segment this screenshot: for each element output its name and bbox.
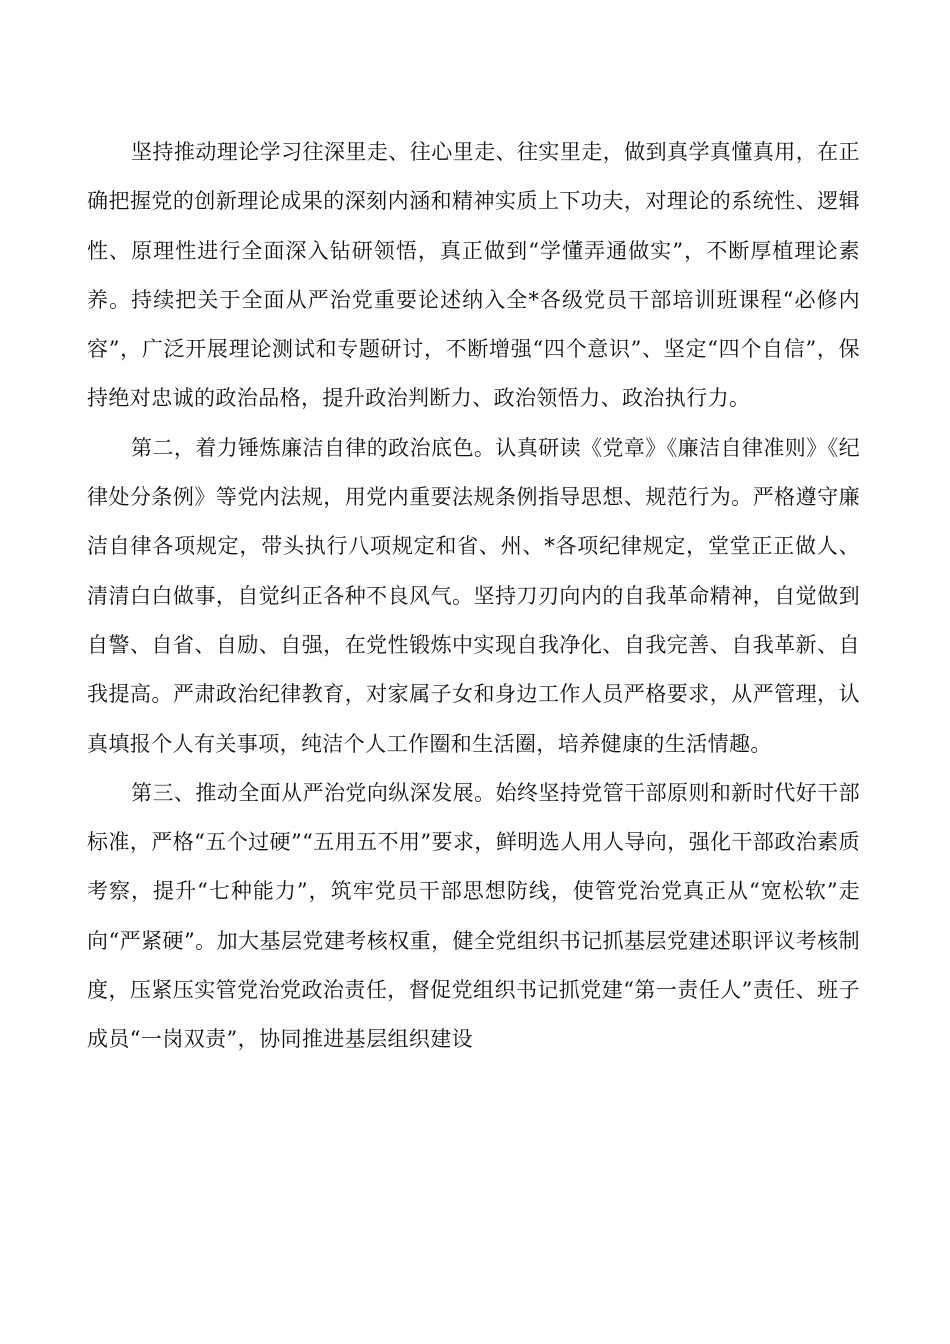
paragraph-theory-study: 坚持推动理论学习往深里走、往心里走、往实里走，做到真学真懂真用，在正确把握党的创新理论成果的深刻内涵和精神实质上下功夫，对理论的系统性、逻辑性、原理性进行全面深入钻研领悟，真正做到“学懂弄通做实”，不断厚植理论素养。持续把关于全面从严治党重要论述纳入全*各级党员干部培训班课程“必修内容”，广泛开展理论测试和专题研讨，不断增强“四个意识”、坚定“四个自信”，保持绝对忠诚的政治品格，提升政治判断力、政治领悟力、政治执行力。 bbox=[87, 140, 860, 411]
paragraph-integrity: 第二，着力锤炼廉洁自律的政治底色。认真研读《党章》《廉洁自律准则》《纪律处分条例》等党内法规，用党内重要法规条例指导思想、规范行为。严格遵守廉洁自律各项规定，带头执行八项规定和省、州、*各项纪律规定，堂堂正正做人、清清白白做事，自觉纠正各种不良风气。坚持刀刃向内的自我革命精神，自觉做到自警、自省、自励、自强，在党性锻炼中实现自我净化、自我完善、自我革新、自我提高。严肃政治纪律教育，对家属子女和身边工作人员严格要求，从严管理，认真填报个人有关事项，纯洁个人工作圈和生活圈，培养健康的生活情趣。 bbox=[87, 435, 860, 756]
document-body bbox=[87, 128, 860, 1065]
paragraph-party-governance: 第三、推动全面从严治党向纵深发展。始终坚持党管干部原则和新时代好干部标准，严格“五个过硬”“五用五不用”要求，鲜明选人用人导向，强化干部政治素质考察，提升“七种能力”，筑牢党员干部思想防线，使管党治党真正从“宽松软”走向“严紧硬”。加大基层党建考核权重，健全党组织书记抓基层党建述职评议考核制度，压紧压实管党治党政治责任，督促党组织书记抓党建“第一责任人”责任、班子成员“一岗双责”，协同推进基层组织建设 bbox=[87, 780, 860, 1052]
